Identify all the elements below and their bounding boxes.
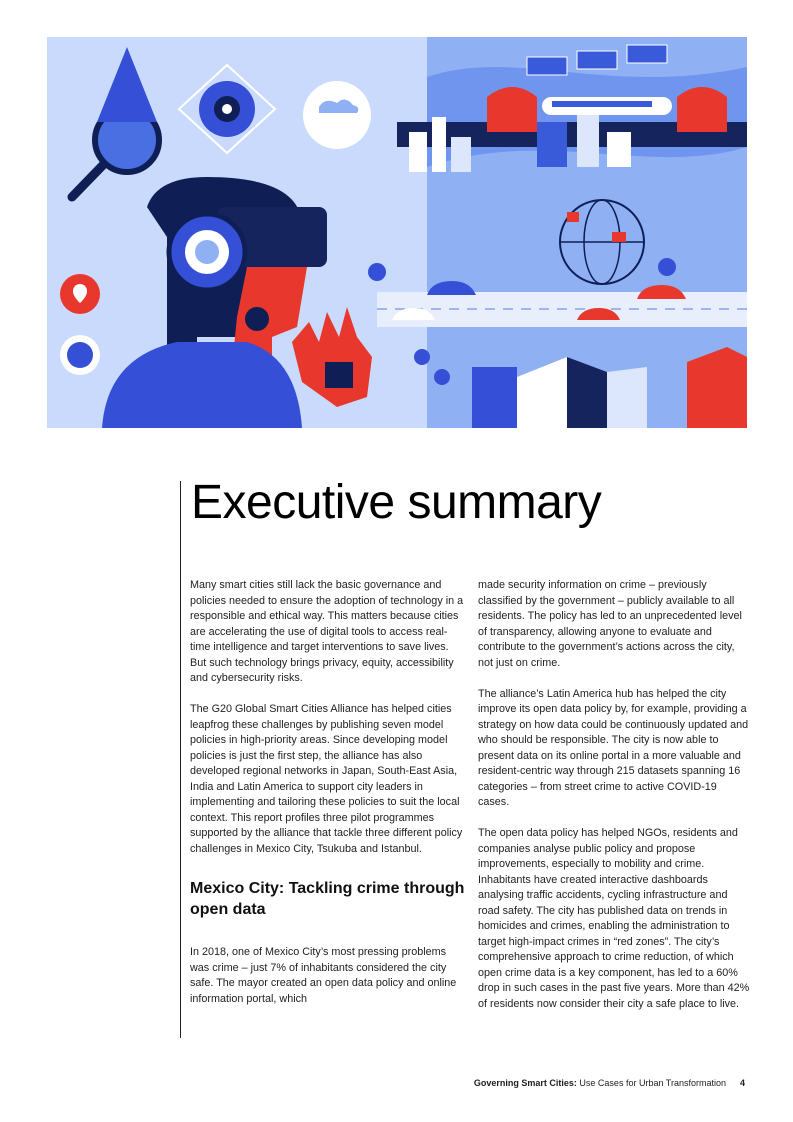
page-number: 4	[739, 1078, 745, 1088]
section-heading: Mexico City: Tackling crime through open data	[190, 880, 465, 918]
paragraph: The alliance’s Latin America hub has helped the city improve its open data policy by, for example, providing a strategy on how data could be continuously updated and who should be responsible. The city is now able to present data on its online portal in a more valuable and resident-centric way through 215 datasets spanning 16 categories – from street crime to active COVID-19 cases.	[478, 687, 749, 808]
paragraph: Many smart cities still lack the basic governance and policies needed to ensure the adoption of technology in a responsible and ethical way. This matters because cities are accelerating the use of digital tools to access real-time intelligence and target interventions to save lives. But such technology brings privacy, equity, accessibility and cybersecurity risks.	[190, 579, 464, 684]
report-title-bold: Governing Smart Cities:	[473, 1078, 577, 1088]
paragraph: made security information on crime – previously classified by the government – publicly available to all residents. The policy has led to an unprecedented level of transparency, allowing anyone to evaluate and contribute to the government’s actions across the city, not just on crime.	[478, 579, 742, 669]
title-rule	[180, 481, 181, 1038]
right-column	[478, 578, 750, 1028]
hero-illustration	[47, 37, 747, 428]
page-footer	[300, 1078, 745, 1088]
smart-city-illustration	[47, 37, 747, 428]
report-title-rest: Use Cases for Urban Transformation	[576, 1078, 726, 1088]
paragraph: The G20 Global Smart Cities Alliance has helped cities leapfrog these challenges by publishing seven model policies in high-priority areas. Since developing model policies is just the first step, the alliance has also developed regional networks in Japan, South-East Asia, India and Latin America to support city leaders in implementing and tailoring these policies to suit the local context. This report profiles three pilot programmes supported by the alliance that tackle three different policy challenges in Mexico City, Tsukuba and Istanbul.	[190, 703, 463, 855]
paragraph: The open data policy has helped NGOs, residents and companies analyse public policy and propose improvements, especially to mobility and crime. Inhabitants have created interactive dashboards analysing traffic accidents, cycling infrastructure and road safety. The city has published data on trends in homicides and crimes, enabling the administration to target high-impact crimes in “red zones”. The city’s comprehensive approach to crime reduction, of which open crime data is a key component, has led to a 60% drop in such cases in the past five years. More than 42% of residents now consider their city a safe place to live.	[478, 827, 750, 1010]
page-title: Executive summary	[191, 476, 602, 529]
left-column	[190, 578, 466, 1023]
paragraph: In 2018, one of Mexico City’s most pressing problems was crime – just 7% of inhabitants considered the city safe. The mayor created an open data policy and online information portal, which	[190, 946, 457, 1005]
